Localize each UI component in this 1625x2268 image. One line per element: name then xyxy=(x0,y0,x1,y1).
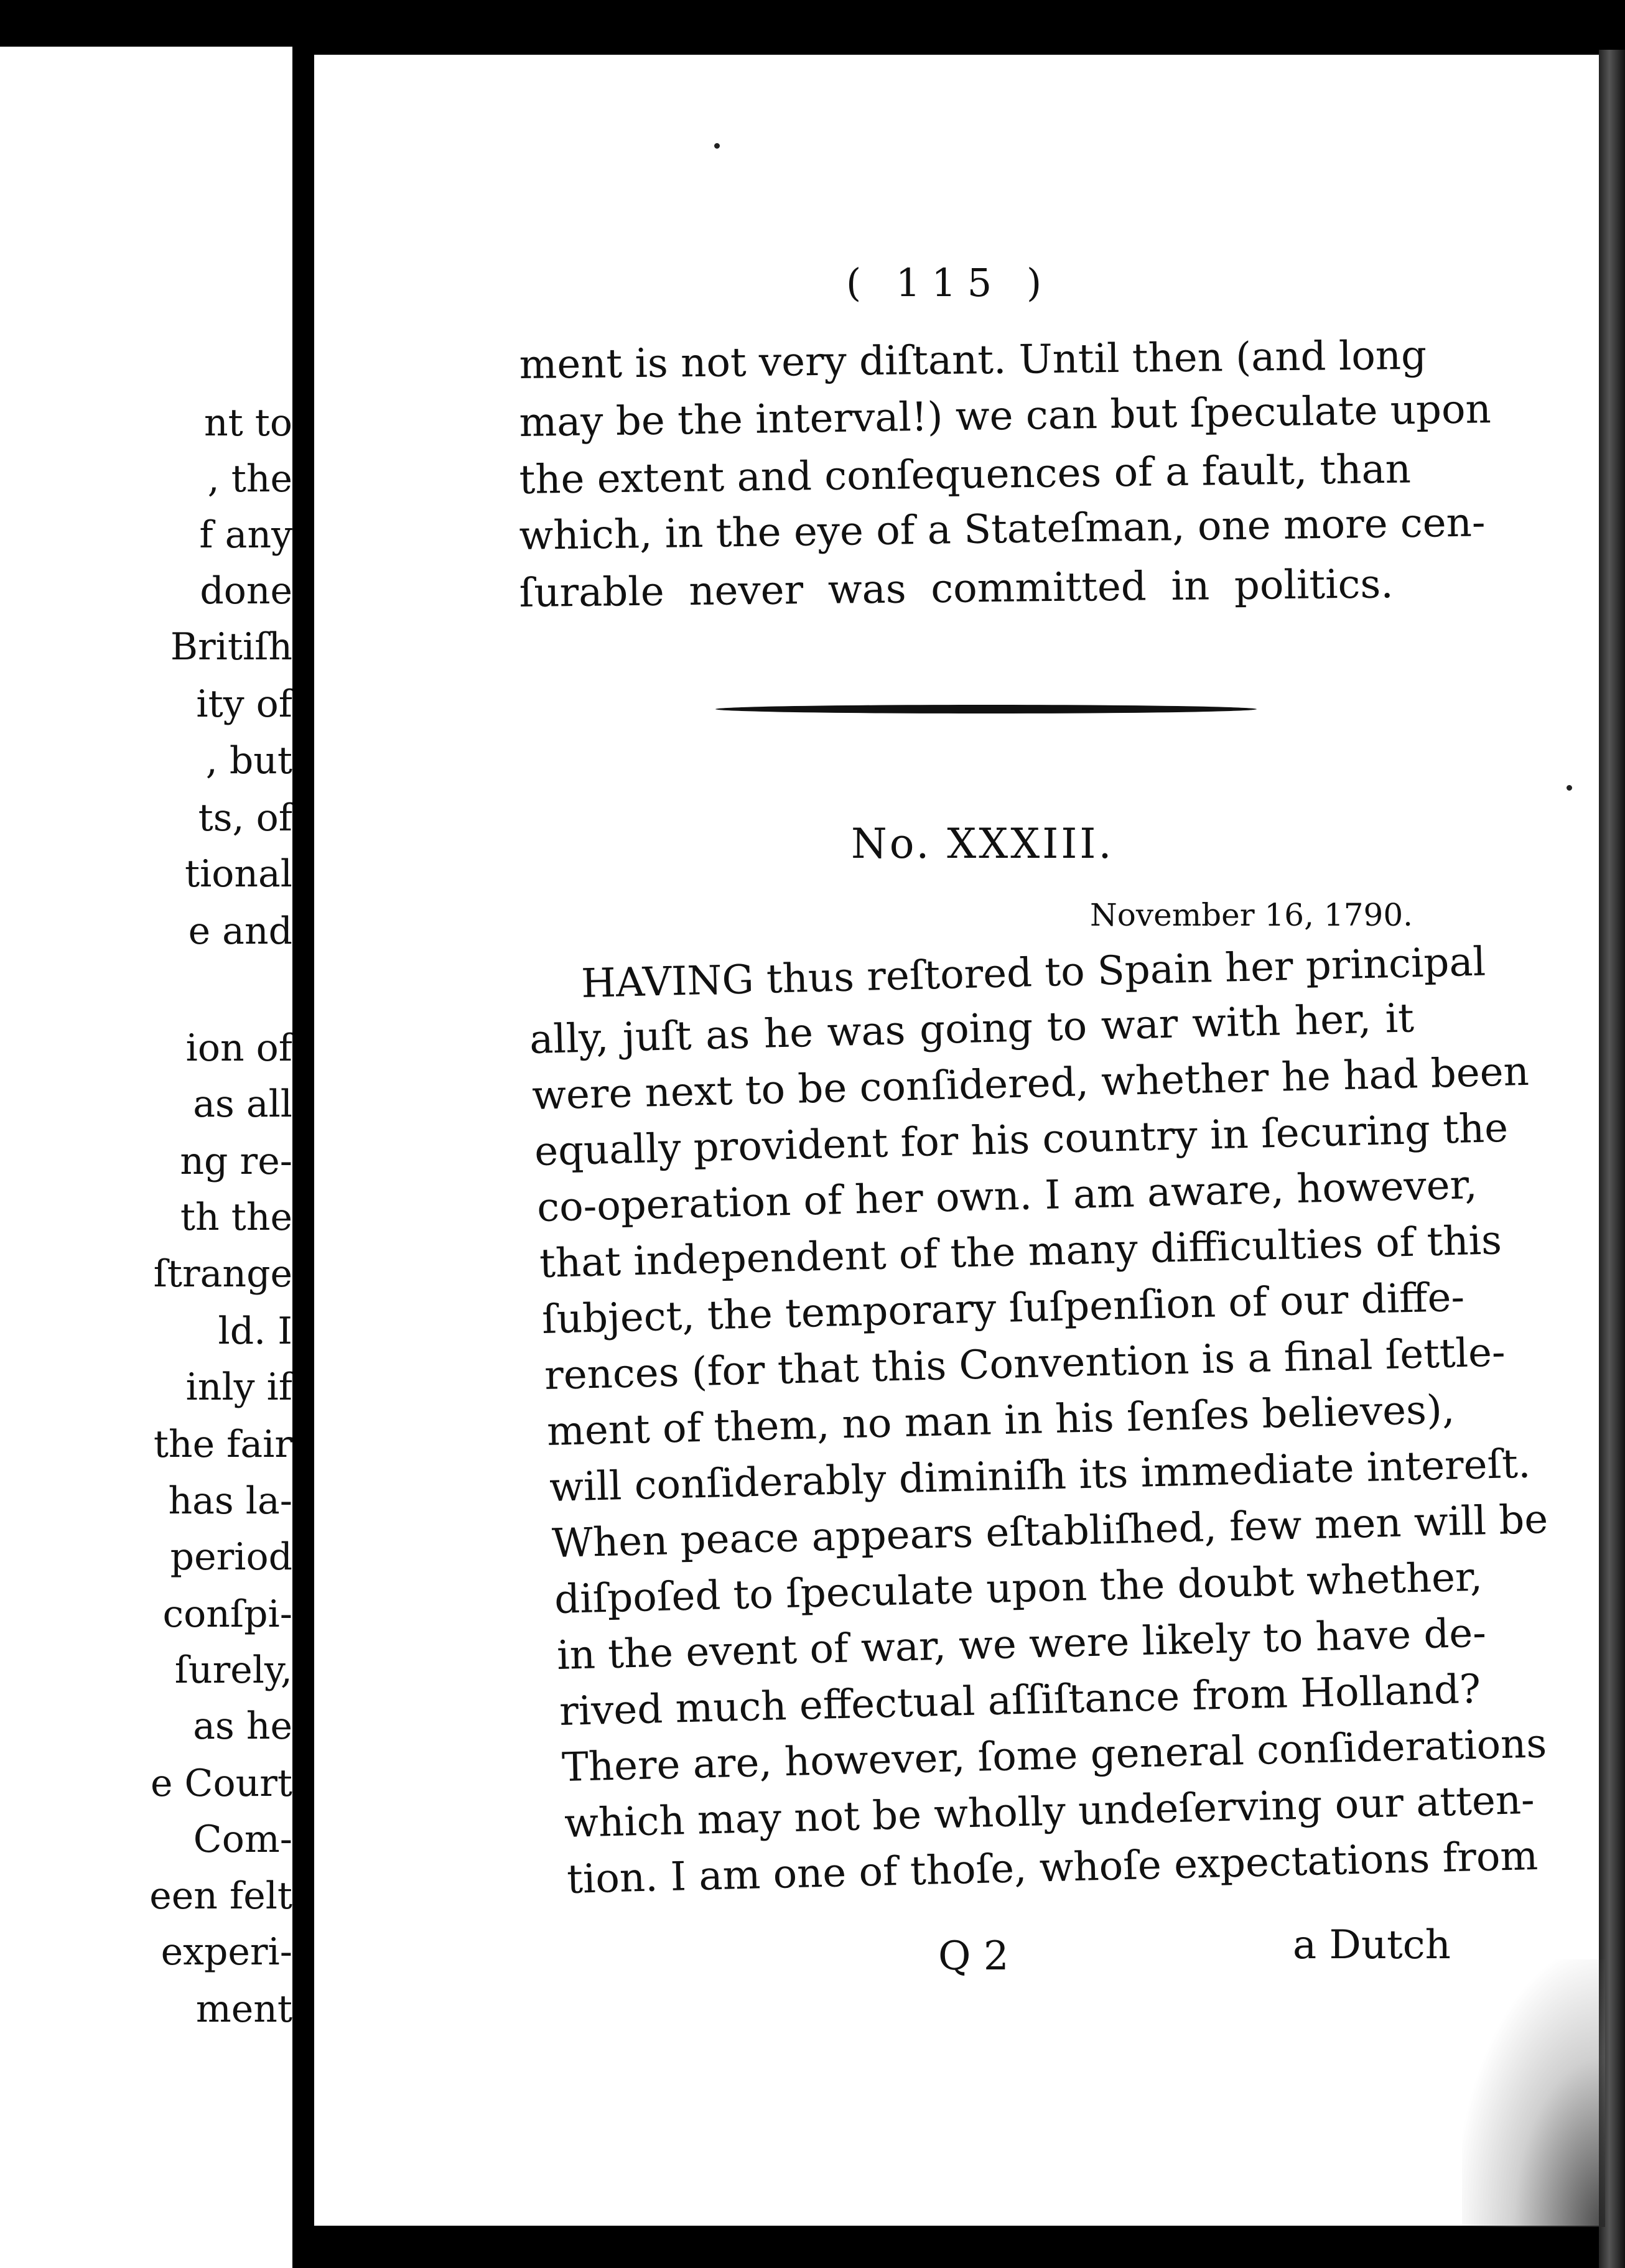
left-page-line: Britiſh xyxy=(170,625,292,669)
left-page-line: done xyxy=(200,569,292,613)
paragraph-line: HAVING thus reſtored to Spain her principal xyxy=(580,939,1486,1007)
signature-mark: Q 2 xyxy=(938,1933,1009,1979)
paragraph-line: rived much effectual aſſiſtance from Holland? xyxy=(559,1666,1481,1735)
left-page-line: Com- xyxy=(193,1818,292,1861)
paragraph-line: which may not be wholly undeſerving our atten- xyxy=(564,1777,1535,1847)
left-page-line: ld. I xyxy=(218,1309,292,1353)
left-page-line: ity of xyxy=(196,682,292,726)
paragraph-line: will conſiderably diminiſh its immediate intereſt. xyxy=(549,1441,1532,1511)
top-paragraph-line: ſurable never was committed in politics. xyxy=(519,561,1394,616)
page-edge xyxy=(1599,50,1625,2268)
paragraph-line: ment of them, no man in his ſenſes believes), xyxy=(546,1387,1456,1455)
left-page-line: een felt xyxy=(149,1874,292,1918)
left-page-line: as he xyxy=(193,1704,292,1748)
catchword: a Dutch xyxy=(1293,1922,1451,1968)
top-paragraph-line: which, in the eye of a Stateſman, one more cen- xyxy=(519,500,1486,559)
book-gutter xyxy=(292,47,314,2268)
paragraph-line: in the event of war, we were likely to have de- xyxy=(556,1610,1487,1679)
left-page-line: nt to xyxy=(203,401,292,445)
ink-speck xyxy=(1567,785,1572,791)
paragraph-line: equally provident for his country in ſecuring the xyxy=(534,1105,1509,1175)
left-page-line: as all xyxy=(193,1082,292,1126)
paragraph-line: that independent of the many difficulties of this xyxy=(539,1217,1502,1287)
left-page-line: ng re- xyxy=(180,1140,292,1183)
left-page-line: ts, of xyxy=(198,796,292,840)
left-page-line: conſpi- xyxy=(162,1592,292,1636)
section-title: No. XXXIII. xyxy=(851,820,1114,868)
left-page-line: the fair xyxy=(153,1423,292,1466)
page-corner-shadow xyxy=(1462,1959,1605,2227)
left-page-line: inly if xyxy=(185,1365,292,1409)
paragraph-line: diſpoſed to ſpeculate upon the doubt whether, xyxy=(554,1554,1483,1623)
left-page-line: period xyxy=(170,1535,292,1579)
left-page-line: experi- xyxy=(161,1930,292,1974)
paragraph-line: tion. I am one of thoſe, whoſe expectations from xyxy=(566,1833,1539,1903)
page-header: ( 115 ) xyxy=(846,260,1053,305)
paragraph-line: ally, juſt as he was going to war with her, it xyxy=(529,995,1415,1063)
section-divider-rule xyxy=(715,705,1257,713)
top-paragraph-line: the extent and conſequences of a fault, than xyxy=(519,446,1412,503)
paragraph-line: co-operation of her own. I am aware, however, xyxy=(536,1162,1478,1231)
top-paragraph-line: may be the interval!) we can but ſpeculate upon xyxy=(519,386,1492,446)
ink-speck xyxy=(714,143,720,149)
left-page-line: , the xyxy=(207,457,292,501)
left-page-line: , but xyxy=(205,739,292,783)
paragraph-line: When peace appears eſtabliſhed, few men will be xyxy=(551,1496,1549,1567)
left-page-line: ſtrange xyxy=(153,1252,292,1296)
paragraph-line: There are, however, ſome general conſiderations xyxy=(561,1721,1547,1791)
left-page-line: has la- xyxy=(168,1479,292,1523)
paragraph-line: ſubject, the temporary ſuſpenſion of our diffe- xyxy=(541,1274,1465,1343)
paragraph-line: were next to be conſidered, whether he had been xyxy=(531,1048,1530,1119)
left-page-line: ment xyxy=(195,1987,292,2031)
left-page-line: e Court xyxy=(150,1762,292,1805)
top-paragraph-line: ment is not very diſtant. Until then (and long xyxy=(519,332,1427,388)
left-page-line: e and xyxy=(188,909,292,953)
section-date: November 16, 1790. xyxy=(1090,897,1413,933)
left-page-line: th the xyxy=(180,1196,292,1239)
paragraph-line: rences (for that this Convention is a final ſettle- xyxy=(544,1329,1506,1399)
left-page-line: tional xyxy=(184,852,292,896)
left-page-line: ion of xyxy=(185,1026,292,1070)
left-page xyxy=(0,47,292,2268)
left-page-line: f any xyxy=(199,513,292,557)
left-page-line: ſurely, xyxy=(174,1648,292,1692)
